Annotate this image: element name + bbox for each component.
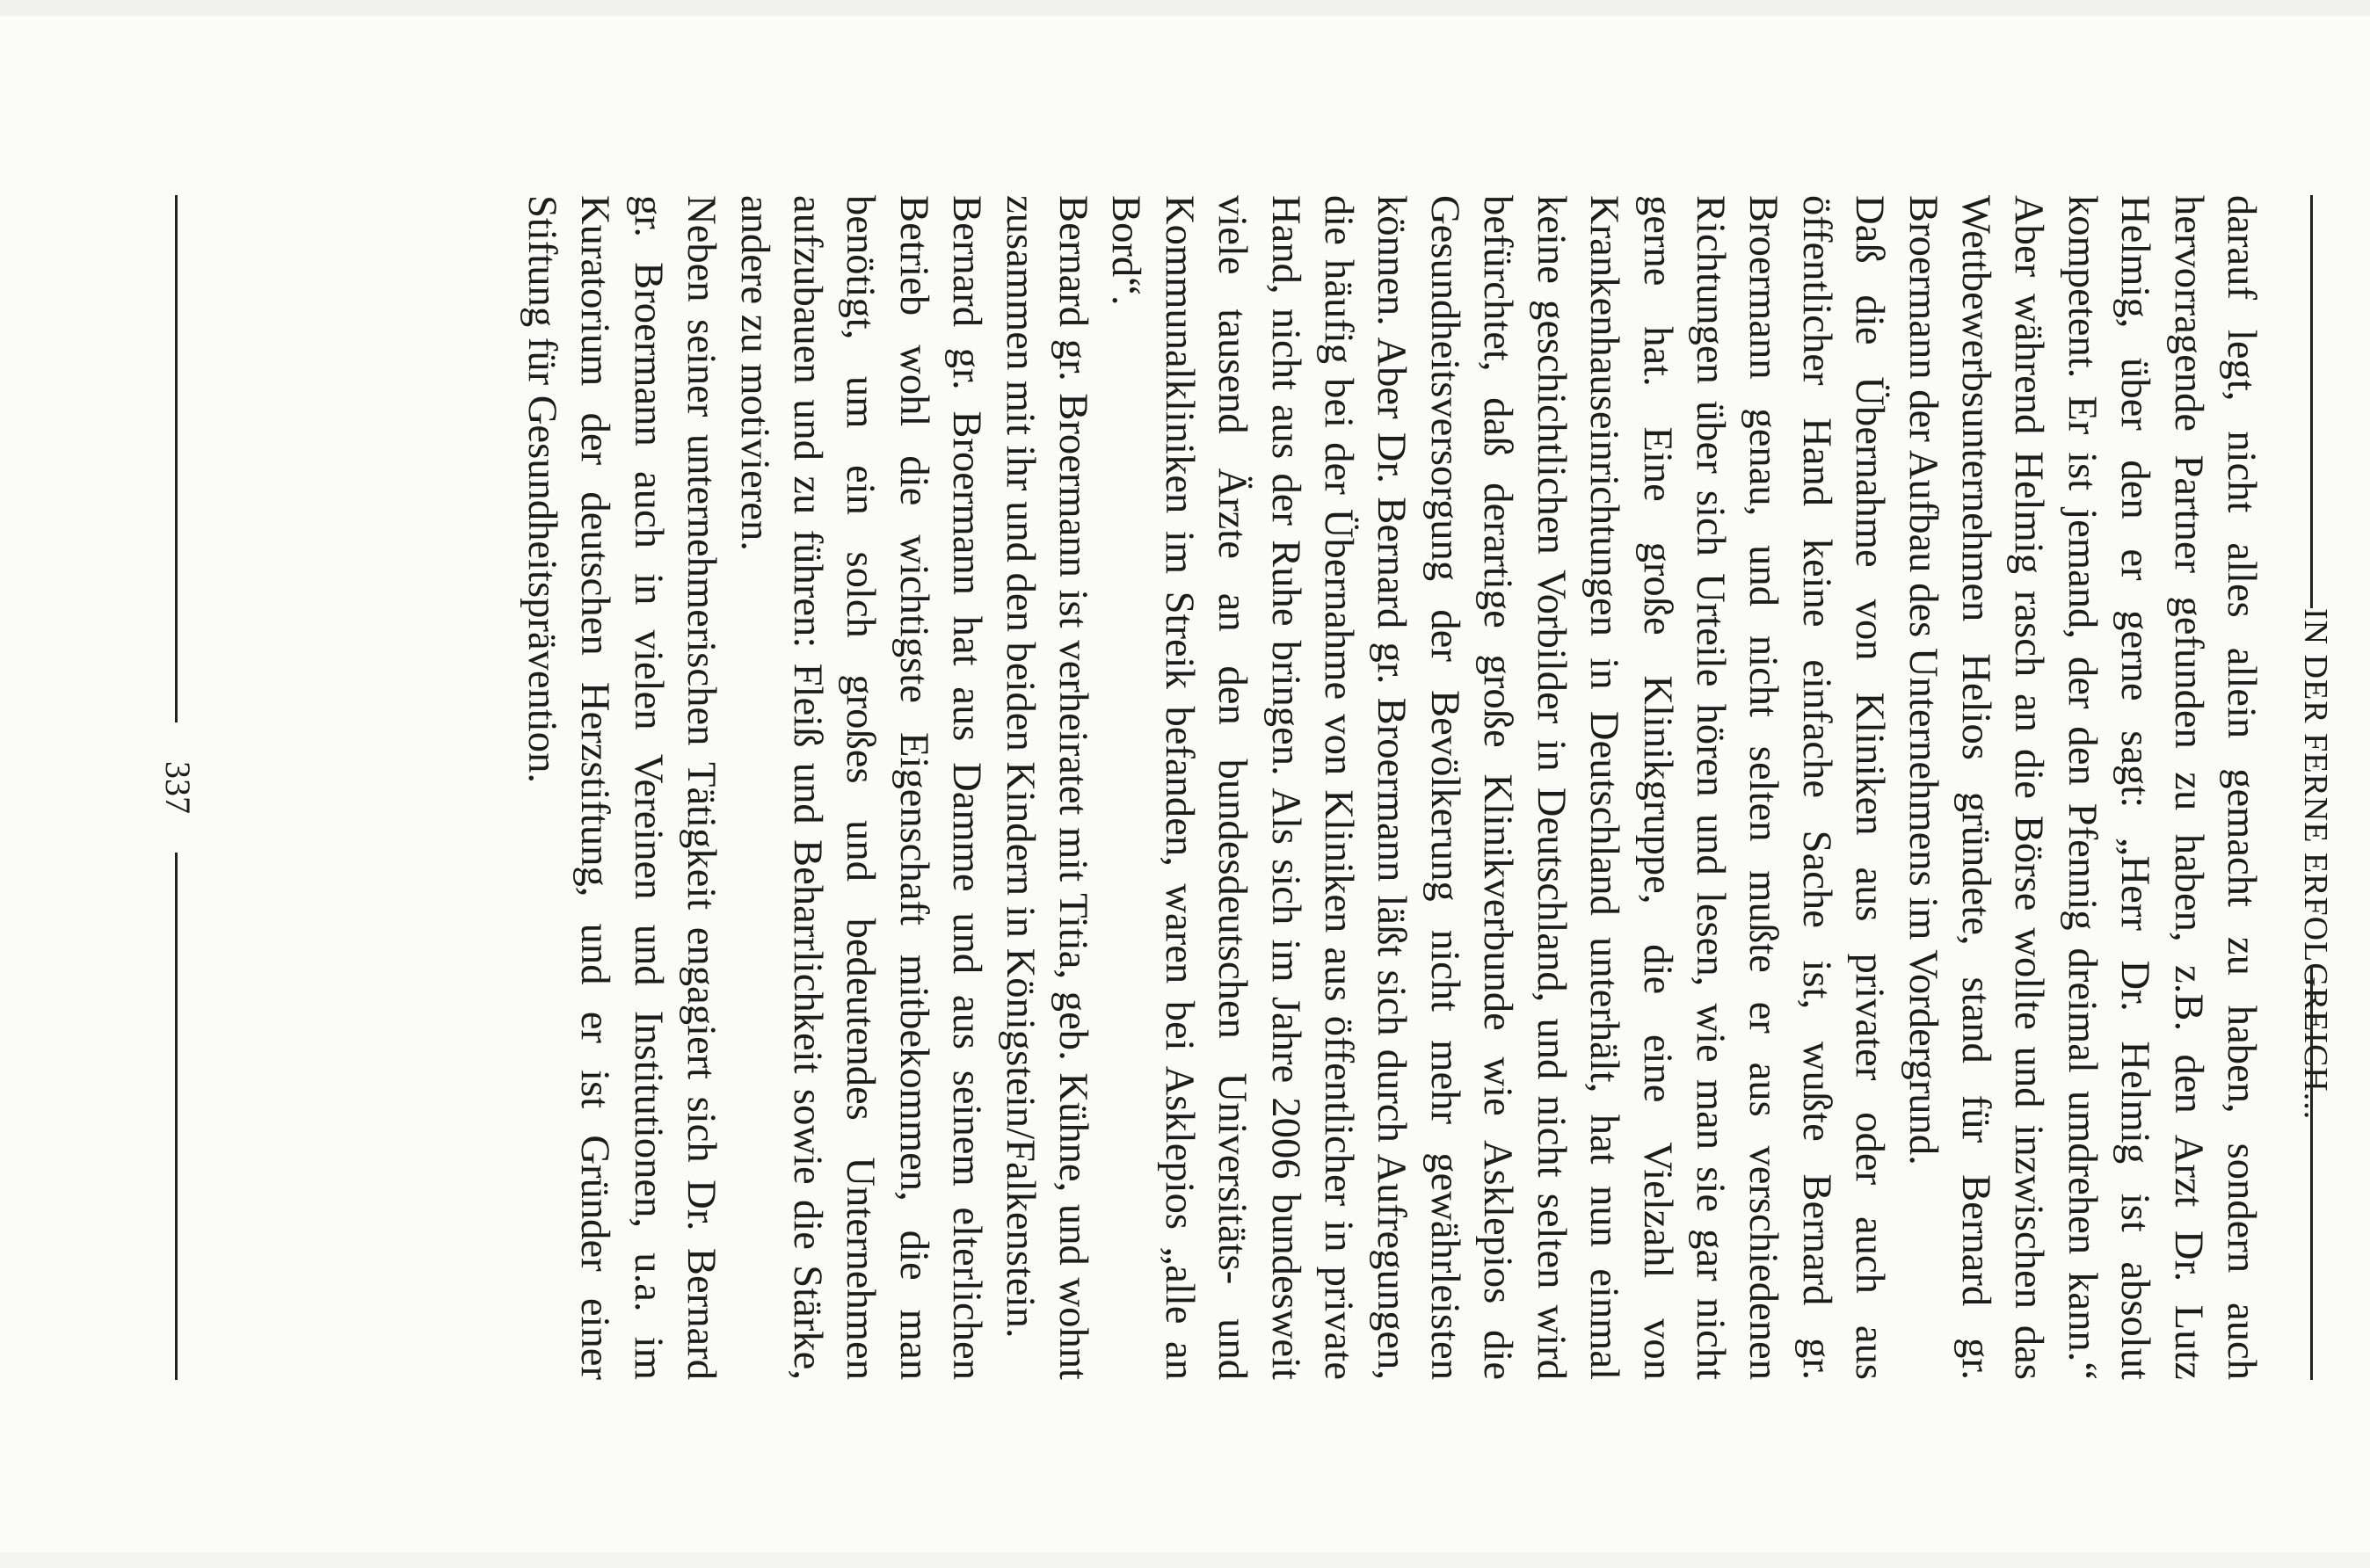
running-title: IN DER FERNE ERFOLGREICH... <box>2297 608 2334 1121</box>
running-header <box>2286 195 2338 1380</box>
paragraph: Neben seiner unternehmerischen Tätigkeit engagiert sich Dr. Bernard gr. Broermann auch in vielen Vereinen und Institutionen, u.a. im Kuratorium der deutschen Herzstiftung, und er ist Gründer einer Stiftung für Gesundheitsprävention. <box>520 195 725 1380</box>
header-rule-right <box>2310 967 2313 1380</box>
paragraph: Daß die Übernahme von Kliniken aus privater oder auch aus öffentlicher Hand keine einfache Sache ist, wußte Bernard gr. Broermann genau, und nicht selten mußte er aus verschiedenen Richtungen über sich Urteile hören und lesen, wie man sie gar nicht gerne hat. Eine große Klinikgruppe, die eine Vielzahl von Krankenhauseinrichtungen in Deutschland unterhält, hat nun einmal keine geschichtlichen Vorbilder in Deutschland, und nicht selten wird befürchtet, daß derartige große Klinikverbunde wie Asklepios die Gesundheitsversorgung der Bevölkerung nicht mehr gewährleisten können. Aber Dr. Bernard gr. Broermann läßt sich durch Aufregungen, die häufig bei der Übernahme von Kliniken aus öffentlicher in private Hand, nicht aus der Ruhe bringen. Als sich im Jahre 2006 bundesweit viele tausend Ärzte an den bundesdeutschen Universitäts- und Kommunalkliniken im Streik befanden, waren bei Asklepios „alle an Bord“. <box>1103 195 1894 1380</box>
footer-rule-right <box>175 853 178 1380</box>
paragraph: darauf legt, nicht alles allein gemacht zu haben, sondern auch hervorragende Partner gefunden zu haben, z.B. den Arzt Dr. Lutz Helmig, über den er gerne sagt: „Herr Dr. Helmig ist absolut kompetent. Er ist jemand, der den Pfennig dreimal umdrehen kann.“ Aber während Helmig rasch an die Börse wollte und inzwischen das Wettbewerbsunternehmen Helios gründete, stand für Bernard gr. Broermann der Aufbau des Unternehmens im Vordergrund. <box>1900 195 2265 1380</box>
page-number: 337 <box>158 761 198 814</box>
page-footer <box>151 195 204 1380</box>
paragraph: Bernard gr. Broermann hat aus Damme und aus seinem elterlichen Betrieb wohl die wichtigste Eigenschaft mitbekommen, die man benötigt, um ein solch großes und bedeutendes Unternehmen aufzubauen und zu führen: Fleiß und Beharrlichkeit sowie die Stärke, andere zu motivieren. <box>731 195 991 1380</box>
header-rule-left <box>2310 195 2313 608</box>
body-text <box>516 195 2268 1380</box>
footer-rule-left <box>175 195 178 722</box>
paragraph: Bernard gr. Broermann ist verheiratet mit Titia, geb. Kühne, und wohnt zusammen mit ihr und den beiden Kindern in Königstein/Falkenstein. <box>997 195 1097 1380</box>
